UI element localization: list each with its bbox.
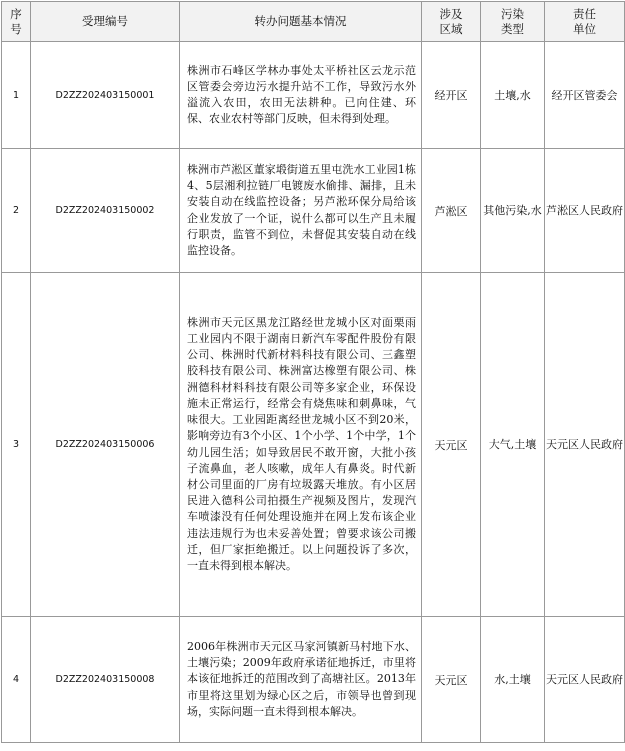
header-issue: 转办问题基本情况	[180, 2, 422, 42]
code-cell: D2ZZ202403150008	[31, 617, 180, 743]
area-cell: 经开区	[422, 42, 481, 149]
area-cell: 天元区	[422, 617, 481, 743]
header-seq: 序 号	[2, 2, 31, 42]
unit-cell: 经开区管委会	[545, 42, 625, 149]
complaint-table	[1, 1, 625, 743]
seq-cell: 3	[2, 273, 31, 617]
issue-cell: 2006年株洲市天元区马家河镇新马村地下水、土壤污染；2009年政府承诺征地拆迁，市里将本该征地拆迁的范围改到了高塘社区。2013年市里将这里划为绿心区之后，市领导也曾到现场，实际问题一直未得到根本解决。	[180, 617, 422, 743]
header-pollution: 污染 类型	[481, 2, 545, 42]
table-row	[2, 617, 625, 743]
code-cell: D2ZZ202403150002	[31, 149, 180, 273]
issue-cell: 株洲市芦淞区董家塅街道五里屯洗水工业园1栋4、5层湘利拉链厂电镀废水偷排、漏排，且未安装自动在线监控设备；另芦淞环保分局给该企业发放了一个证，说什么都可以生产且未履行职责，监管不到位，未督促其安装自动在线监控设备。	[180, 149, 422, 273]
issue-cell: 株洲市天元区黑龙江路经世龙城小区对面栗雨工业园内不限于湖南日新汽车零配件股份有限公司、株洲时代新材料科技有限公司、三鑫塑胶科技有限公司、株洲富达橡塑有限公司、株洲德科材料科技有限公司等多家企业，环保设施未正常运行，经常会有烧焦味和刺鼻味，气味很大。工业园距离经世龙城小区不到20米，影响旁边有3个小区、1个小学、1个中学，1个幼儿园生活；如导致居民不敢开窗，大批小孩子流鼻血，老人咳嗽，成年人有鼻炎。时代新材公司里面的厂房有垃圾露天堆放。有小区居民进入德科公司拍摄生产视频及图片，发现汽车喷漆没有任何处理设施并在网上发布该企业违法违规行为也未妥善处置；曾要求该公司搬迁，但厂家拒绝搬迁。以上问题投诉了多次，一直未得到根本解决。	[180, 273, 422, 617]
table-row	[2, 149, 625, 273]
code-cell: D2ZZ202403150006	[31, 273, 180, 617]
table-row	[2, 42, 625, 149]
unit-cell: 天元区人民政府	[545, 273, 625, 617]
header-code: 受理编号	[31, 2, 180, 42]
seq-cell: 4	[2, 617, 31, 743]
seq-cell: 1	[2, 42, 31, 149]
issue-cell: 株洲市石峰区学林办事处太平桥社区云龙示范区管委会旁边污水提升站不工作，导致污水外溢流入农田，农田无法耕种。已向住建、环保、农业农村等部门反映，但未得到处理。	[180, 42, 422, 149]
table-row	[2, 273, 625, 617]
unit-cell: 芦淞区人民政府	[545, 149, 625, 273]
header-row	[2, 2, 625, 42]
header-area: 涉及 区域	[422, 2, 481, 42]
pollution-cell: 大气,土壤	[481, 273, 545, 617]
pollution-cell: 水,土壤	[481, 617, 545, 743]
header-unit: 责任 单位	[545, 2, 625, 42]
pollution-cell: 土壤,水	[481, 42, 545, 149]
seq-cell: 2	[2, 149, 31, 273]
area-cell: 天元区	[422, 273, 481, 617]
code-cell: D2ZZ202403150001	[31, 42, 180, 149]
unit-cell: 天元区人民政府	[545, 617, 625, 743]
pollution-cell: 其他污染,水	[481, 149, 545, 273]
area-cell: 芦淞区	[422, 149, 481, 273]
